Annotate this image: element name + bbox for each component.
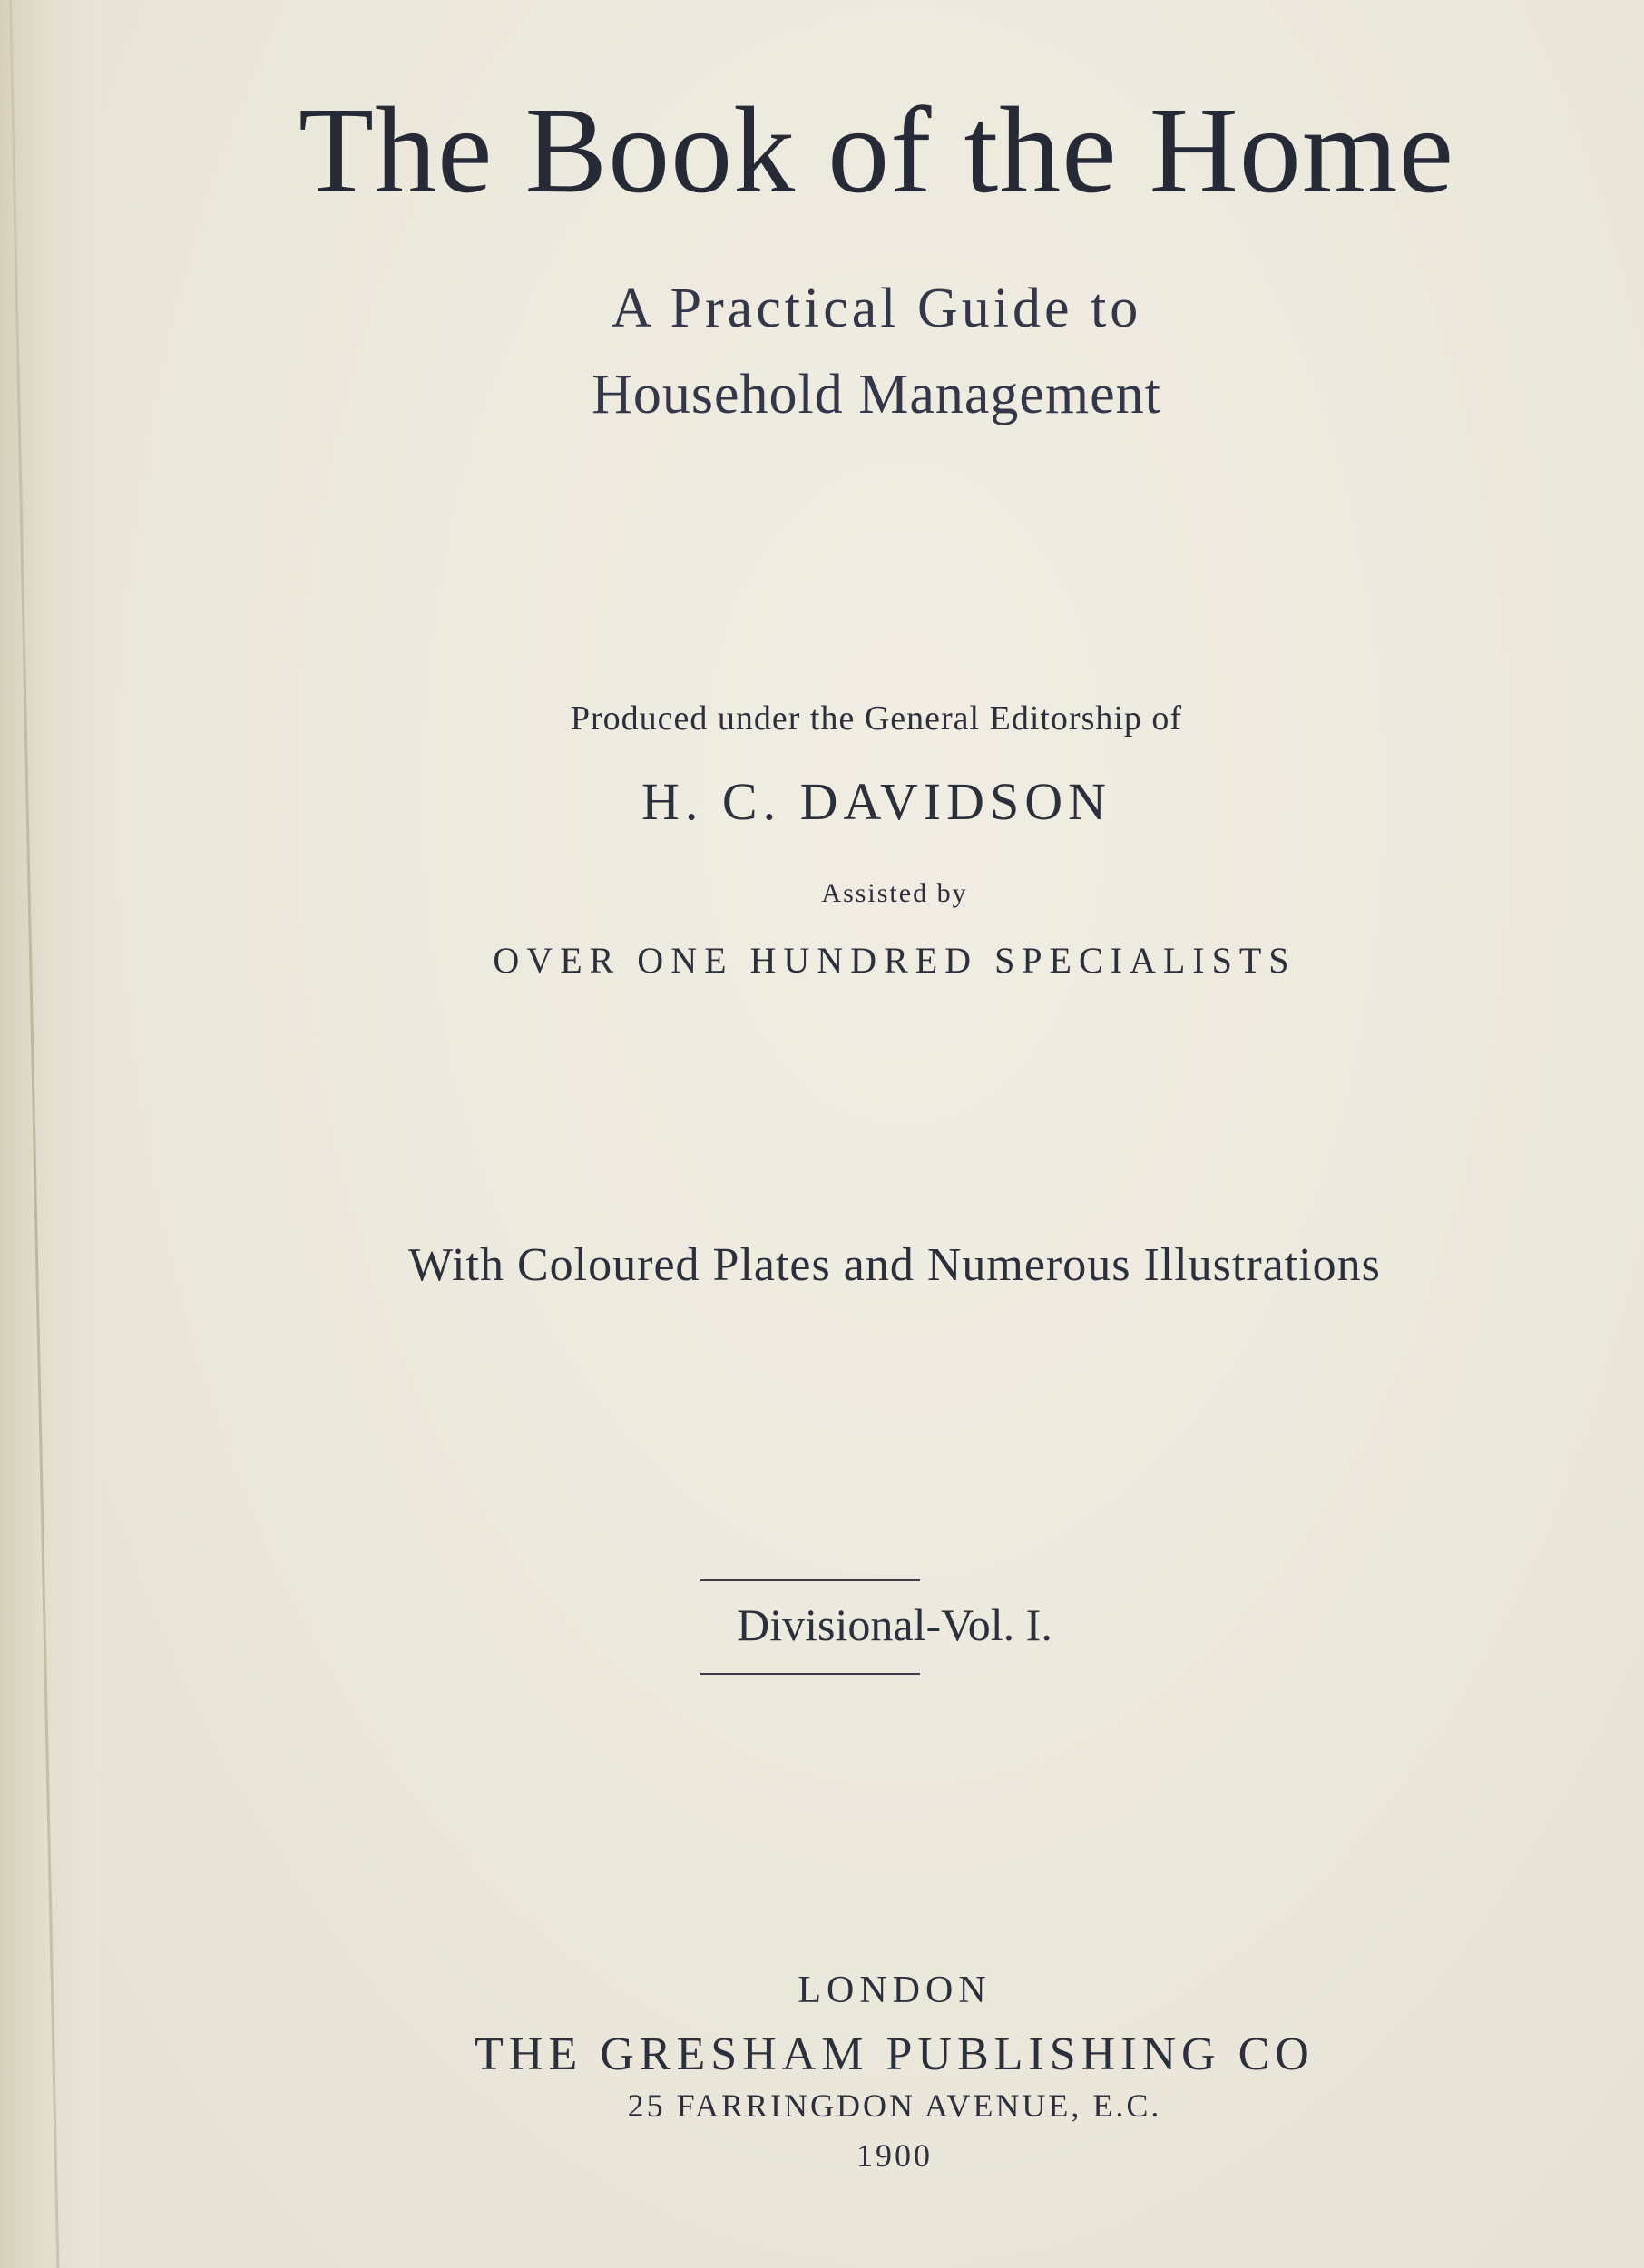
volume-rule-top xyxy=(700,1579,920,1581)
imprint-publisher: THE GRESHAM PUBLISHING CO xyxy=(475,2028,1315,2080)
volume-rule-bottom xyxy=(700,1673,920,1675)
volume-label: Divisional-Vol. I. xyxy=(737,1599,1052,1650)
imprint-year: 1900 xyxy=(856,2137,933,2174)
imprint-city: LONDON xyxy=(798,1970,992,2011)
imprint-address: 25 FARRINGDON AVENUE, E.C. xyxy=(627,2087,1162,2124)
assisted-by-text: Assisted by xyxy=(821,878,968,908)
book-subtitle-line-1: A Practical Guide to xyxy=(611,278,1142,339)
editor-name: H. C. DAVIDSON xyxy=(641,772,1111,831)
book-title: The Book of the Home xyxy=(298,83,1454,219)
illustrations-note: With Coloured Plates and Numerous Illustrations xyxy=(408,1239,1381,1291)
editorship-statement: Produced under the General Editorship of xyxy=(570,699,1183,738)
specialists-text: OVER ONE HUNDRED SPECIALISTS xyxy=(493,940,1297,981)
book-subtitle-line-2: Household Management xyxy=(592,364,1161,425)
